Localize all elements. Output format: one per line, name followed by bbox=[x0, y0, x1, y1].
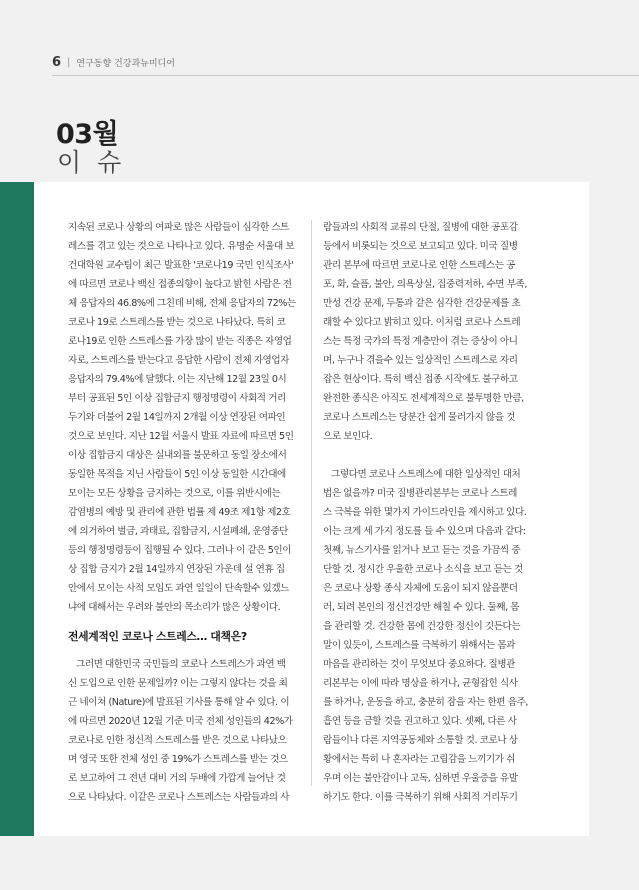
right-paragraph-2 bbox=[323, 465, 549, 807]
text-line: 람들이나 다른 지역공동체와 소통할 것. 코로나 상 bbox=[323, 735, 518, 746]
text-line: 잡은 현상이다. 특히 백신 접종 시작에도 불구하고 bbox=[323, 374, 518, 385]
text-line: 법은 없을까? 미국 질병관리본부는 코로나 스트레 bbox=[323, 488, 517, 499]
text-line: 래할 수 있다고 밝히고 있다. 이처럼 코로나 스트레 bbox=[323, 317, 521, 328]
text-line: 등에서 비롯되는 것으로 보고되고 있다. 미국 질병 bbox=[323, 241, 518, 252]
text-line: 스 극복을 위한 몇가지 가이드라인을 제시하고 있다. bbox=[323, 507, 527, 518]
accent-side-bar bbox=[0, 182, 34, 836]
text-line: 단할 것. 정시간 우울한 코로나 소식을 보고 듣는 것 bbox=[323, 564, 523, 575]
text-line: 지속된 코로나 상황의 여파로 많은 사람들이 심각한 스트 bbox=[68, 222, 290, 233]
running-header bbox=[52, 55, 175, 70]
text-line: 황에서는 특히 나 혼자라는 고립감을 느끼기가 쉬 bbox=[323, 754, 515, 765]
text-line: 안에서 모이는 사적 모임도 과연 일일이 단속할수 있겠느 bbox=[68, 583, 290, 594]
text-line: 코로나 스트레스는 당분간 쉽게 물러가지 않을 것 bbox=[323, 412, 515, 423]
text-line: 완전한 종식은 아직도 전세계적으로 불투명한 만큼, bbox=[323, 393, 524, 404]
section-month: 03월 bbox=[56, 119, 119, 150]
text-line: 코로나로 인한 정신적 스트레스를 받은 것으로 나타났으 bbox=[68, 735, 287, 746]
text-line: 동일한 목적을 지닌 사람들이 5인 이상 동일한 시간대에 bbox=[68, 469, 286, 480]
text-line: 포, 화, 슬픔, 불안, 의욕상실, 집중력저하, 수면 부족, bbox=[323, 279, 527, 290]
page-number: 6 bbox=[52, 55, 62, 70]
text-line: 우며 이는 불안감이나 고독, 심하면 우울증을 유발 bbox=[323, 773, 518, 784]
text-line: 로 보고하여 그 전년 대비 거의 두배에 가깝게 늘어난 것 bbox=[68, 773, 286, 784]
column-divider bbox=[311, 220, 312, 786]
text-line: 냐에 대해서는 우려와 불안의 목소리가 많은 상황이다. bbox=[68, 602, 281, 613]
text-line: 며 영국 또한 전체 성인 중 19%가 스트레스를 받는 것으 bbox=[68, 754, 288, 765]
text-line: 신 도입으로 인한 문제일까? 이는 그렇지 않다는 것을 최 bbox=[68, 678, 288, 689]
text-line: 코로나 19로 스트레스를 받는 것으로 나타났다. 특히 코 bbox=[68, 317, 286, 328]
header-separator: | bbox=[67, 57, 71, 68]
header-rule bbox=[52, 75, 639, 76]
text-line: 등의 행정명령등이 집행될 수 있다. 그러나 이 같은 5인이 bbox=[68, 545, 292, 556]
text-line: 모이는 모든 상황을 금지하는 것으로, 이를 위반시에는 bbox=[68, 488, 281, 499]
text-line: 건대학원 교수팀이 최근 발표한 '코로나19 국민 인식조사' bbox=[68, 260, 294, 271]
text-line: 첫째, 뉴스기사를 읽거나 보고 듣는 것을 가끔씩 중 bbox=[323, 545, 521, 556]
text-line: 그러면 대한민국 국민들의 코로나 스트레스가 과연 백 bbox=[76, 659, 286, 670]
right-paragraph-1 bbox=[323, 218, 549, 446]
text-line: 응답자의 79.4%에 달했다. 이는 지난해 12월 23일 0시 bbox=[68, 374, 287, 385]
text-line: 관리 본부에 따르면 코로나로 인한 스트레스는 공 bbox=[323, 260, 515, 271]
text-line: 람들과의 사회적 교류의 단절, 질병에 대한 공포감 bbox=[323, 222, 518, 233]
text-line: 에 따르면 2020년 12월 기준 미국 전체 성인들의 42%가 bbox=[68, 716, 293, 727]
paragraph-gap bbox=[323, 446, 549, 465]
text-line: 상 집합 금지가 2월 14일까지 연장된 가운데 설 연휴 집 bbox=[68, 564, 285, 575]
publication-name: 연구동향 건강과뉴미디어 bbox=[76, 59, 175, 69]
text-line: 를 하거나, 운동을 하고, 충분히 잠을 자는 한편 음주, bbox=[323, 697, 528, 708]
text-line: 흡연 등을 금할 것을 권고하고 있다. 셋째, 다른 사 bbox=[323, 716, 517, 727]
left-paragraph-1 bbox=[68, 218, 294, 617]
text-line: 으로 나타났다. 이같은 코로나 스트레스는 사람들과의 사 bbox=[68, 792, 290, 803]
text-line: 이상 집합금지 대상은 실내외를 불문하고 동일 장소에서 bbox=[68, 450, 287, 461]
text-line: 리본부는 이에 따라 명상을 하거나, 균형잡힌 식사 bbox=[323, 678, 518, 689]
text-line: 말이 있듯이, 스트레스를 극복하기 위해서는 몸과 bbox=[323, 640, 515, 651]
left-paragraph-2 bbox=[68, 655, 294, 807]
text-line: 며, 누구나 겪을수 있는 일상적인 스트레스로 자리 bbox=[323, 355, 518, 366]
text-line: 은 코로나 상황 종식 자체에 도움이 되지 않을뿐더 bbox=[323, 583, 518, 594]
text-line: 을 관리할 것. 건강한 몸에 건강한 정신이 깃든다는 bbox=[323, 621, 521, 632]
text-line: 이는 크게 세 가지 정도를 들 수 있으며 다음과 같다: bbox=[323, 526, 526, 537]
text-line: 부터 공표된 5인 이상 집합금지 행정명령이 사회적 거리 bbox=[68, 393, 286, 404]
text-line: 그렇다면 코로나 스트레스에 대한 일상적인 대처 bbox=[331, 469, 521, 480]
text-line: 감염병의 예방 및 관리에 관한 법률 제 49조 제1항 제2호 bbox=[68, 507, 291, 518]
text-line: 두기와 더불어 2월 14일까지 2개월 이상 연장된 여파인 bbox=[68, 412, 286, 423]
text-line: 근 네이쳐 (Nature)에 발표된 기사를 통해 알 수 있다. 이 bbox=[68, 697, 290, 708]
text-line: 것으로 보인다. 지난 12월 서울시 발표 자료에 따르면 5인 bbox=[68, 431, 294, 442]
article-body bbox=[34, 182, 589, 836]
text-line: 레스를 겪고 있는 것으로 나타나고 있다. 유명순 서울대 보 bbox=[68, 241, 295, 252]
text-line: 으로 보인다. bbox=[323, 431, 373, 442]
text-line: 체 응답자의 46.8%에 그친데 비해, 전체 응답자의 72%는 bbox=[68, 298, 296, 309]
text-line: 하기도 한다. 이를 극복하기 위해 사회적 거리두기 bbox=[323, 792, 518, 803]
text-line: 로나19로 인한 스트레스를 가장 많이 받는 직종은 자영업 bbox=[68, 336, 292, 347]
text-line: 에 따르면 코로나 백신 접종의향이 높다고 밝힌 사람은 전 bbox=[68, 279, 292, 290]
text-line: 에 의거하여 벌금, 과태료, 집합금지, 시설폐쇄, 운영중단 bbox=[68, 526, 288, 537]
text-line: 스는 특정 국가의 특정 계층만이 겪는 증상이 아니 bbox=[323, 336, 518, 347]
text-line: 만성 건강 문제, 두통과 같은 심각한 건강문제를 초 bbox=[323, 298, 521, 309]
text-line: 마음을 관리하는 것이 무엇보다 중요하다. 질병관 bbox=[323, 659, 515, 670]
left-column bbox=[68, 218, 294, 807]
text-line: 자로, 스트레스를 받는다고 응답한 사람이 전체 자영업자 bbox=[68, 355, 290, 366]
article-subheading: 전세계적인 코로나 스트레스… 대책은? bbox=[68, 630, 247, 643]
section-title: 이 슈 bbox=[57, 148, 126, 177]
right-column bbox=[323, 218, 549, 807]
text-line: 러, 되려 본인의 정신건강만 해칠 수 있다. 둘째, 몸 bbox=[323, 602, 520, 613]
